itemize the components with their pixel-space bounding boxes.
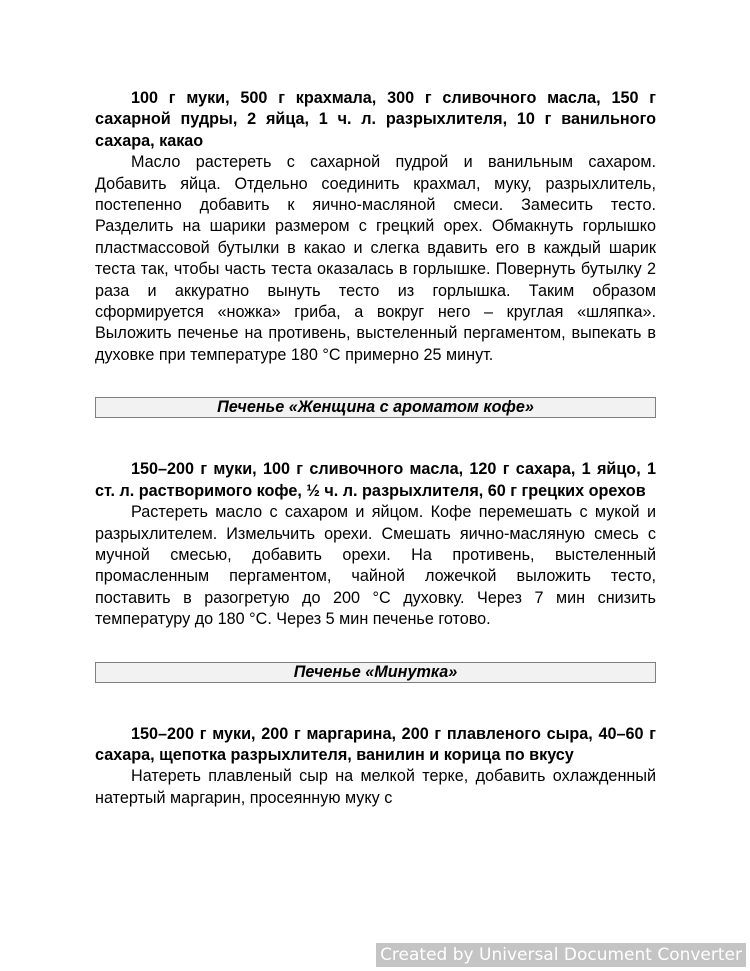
document-page [95,88,656,809]
ingredients-paragraph: 150–200 г муки, 100 г сливочного масла, 120 г сахара, 1 яйцо, 1 ст. л. растворимого кофе, ½ ч. л. разрыхлителя, 60 г грецких орехов [95,460,656,500]
recipe-title: Печенье «Женщина с ароматом кофе» [95,397,656,418]
recipe-mushroom-cookies [95,88,656,366]
instructions-paragraph: Масло растереть с сахарной пудрой и ванильным сахаром. Добавить яйца. Отдельно соединить крахмал, муку, разрыхлитель, постепенно добавить к яично-масляной смеси. Замесить тесто. Разделить на шарики размером с грецкий орех. Обмакнуть горлышко пластмассовой бутылки в какао и слегка вдавить его в каждый шарик теста так, чтобы часть теста оказалась в горлышке. Повернуть бутылку 2 раза и аккуратно вынуть тесто из горлышка. Таким образом сформируется «ножка» гриба, а вокруг него – круглая «шляпка». Выложить печенье на противень, выстеленный пергаментом, выпекать в духовке при температуре 180 °C примерно 25 минут. [95,153,656,364]
recipe-title: Печенье «Минутка» [95,662,656,683]
converter-watermark: Created by Universal Document Converter [376,943,746,967]
instructions-paragraph: Растереть масло с сахаром и яйцом. Кофе перемешать с мукой и разрыхлителем. Измельчить орехи. Смешать яично-масляную смесь с мучной смесью, добавить орехи. На противень, выстеленный промасленным пергаментом, чайной ложечкой выложить тесто, поставить в разогретую до 200 °C духовку. Через 7 мин снизить температуру до 180 °C. Через 5 мин печенье готово. [95,503,656,629]
ingredients-paragraph: 150–200 г муки, 200 г маргарина, 200 г плавленого сыра, 40–60 г сахара, щепотка разрыхлителя, ванилин и корица по вкусу [95,724,656,764]
instructions-paragraph: Натереть плавленый сыр на мелкой терке, добавить охлажденный натертый маргарин, просеянную муку с [95,767,656,807]
recipe-coffee-cookies [95,397,656,630]
recipe-minutka-cookies [95,662,656,810]
ingredients-paragraph: 100 г муки, 500 г крахмала, 300 г сливочного масла, 150 г сахарной пудры, 2 яйца, 1 ч. л. разрыхлителя, 10 г ванильного сахара, какао [95,89,656,150]
